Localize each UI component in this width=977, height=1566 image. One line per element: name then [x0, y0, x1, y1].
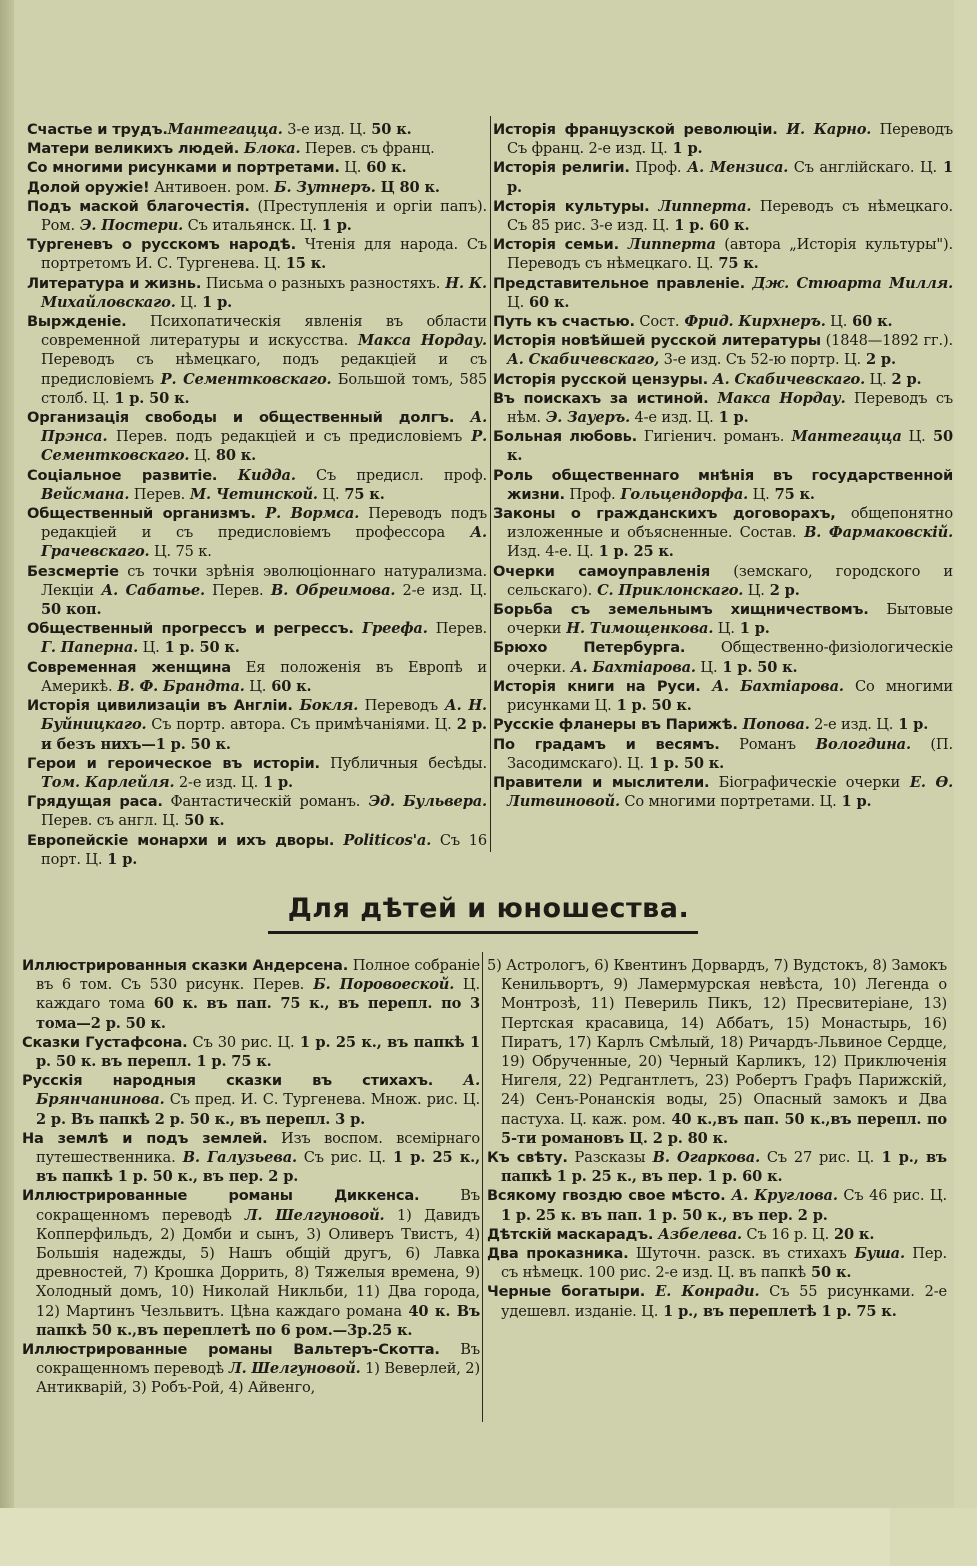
book-details: Съ предисл. проф.: [295, 466, 488, 484]
book-details: Ц.: [507, 293, 525, 311]
book-details: Общественно-физіологическіе очерки.: [507, 639, 953, 676]
book-price: 1 р. 25 к., въ папкѣ 1 р. 50 к. въ перепл. 1 р. 75 к.: [36, 1033, 480, 1071]
book-author: Дж. Стюарта Милля.: [744, 274, 953, 292]
book-author: А. Бахтіарова.: [565, 658, 696, 676]
book-price: 1 р. 50 к.: [109, 389, 190, 407]
book-title: Иллюстрированныя сказки Андерсена.: [22, 957, 349, 974]
book-title: Матери великихъ людей.: [27, 140, 240, 158]
book-author: Н. Тимощенкова.: [561, 620, 714, 638]
catalog-entry: [27, 754, 487, 792]
book-author: А. Скабичевскаго.: [707, 370, 866, 388]
book-author: Мантегацца: [784, 428, 902, 446]
book-details: Перев. подъ редакціей и съ предисловіемъ: [107, 428, 463, 446]
catalog-entry: [27, 466, 487, 504]
catalog-entry: [487, 1148, 947, 1186]
book-title: Больная любовь.: [493, 428, 637, 446]
catalog-entry: [27, 312, 487, 408]
book-price: 2 р.: [764, 581, 800, 599]
catalog-entry: [22, 1033, 480, 1071]
book-details: 2-е изд. Ц.: [174, 773, 259, 791]
book-details: Съ портр. автора. Съ примѣчаніями. Ц.: [146, 716, 452, 734]
book-details: Переводъ съ нѣмецкаго, подъ редакціей и съ предисловіемъ: [41, 351, 487, 388]
book-details: Антивоен. ром.: [149, 178, 270, 196]
catalog-entry: [27, 696, 487, 754]
book-title: Общественный организмъ.: [27, 505, 256, 523]
catalog-column-bottom-right: [487, 956, 947, 1321]
catalog-entry: [27, 197, 487, 235]
catalog-entry: [493, 120, 953, 158]
book-author: В. Обреимова.: [263, 581, 396, 599]
book-title: Организація свободы и общественный долгъ.: [27, 409, 455, 427]
book-author: И. Карно.: [777, 121, 872, 138]
book-author: А. Мензиса.: [681, 159, 789, 177]
book-details: Съ 16 р. Ц.: [741, 1225, 830, 1243]
book-details: Съ 27 рис. Ц.: [760, 1149, 875, 1167]
book-price: 1 р.: [507, 159, 953, 196]
book-price: 1 р. 50 к.: [717, 658, 798, 676]
book-details: Ц.: [175, 293, 198, 311]
book-title: Исторія русской цензуры.: [493, 370, 708, 388]
book-price: 50 к.: [507, 428, 953, 465]
book-title: Исторія новѣйшей русской литературы: [493, 332, 821, 350]
book-author: Гольцендорфа.: [615, 485, 749, 503]
book-details: Перев.: [205, 581, 264, 599]
catalog-entry: [27, 139, 487, 158]
book-price: 1 р. 60 к.: [669, 217, 750, 235]
book-details: Переводъ съ нѣм.: [507, 389, 953, 427]
heading-underline: [268, 931, 698, 934]
book-details: Переводъ подъ редакціей и съ предисловіемъ профессора: [41, 505, 487, 542]
book-details: (П. Засодимскаго). Ц.: [507, 735, 953, 772]
book-price: 50 к.: [806, 1264, 852, 1282]
book-title: Иллюстрированные романы Вальтеръ-Скотта.: [22, 1341, 440, 1359]
book-price: 50 к.: [179, 812, 225, 830]
book-details: Полное собраніе въ 6 том. Съ 530 рисунк. Перев.: [36, 957, 480, 994]
book-details: Ц.: [189, 447, 211, 465]
book-details: Большой томъ, 585 столб. Ц.: [41, 370, 488, 407]
book-author: Е. Ө. Литвиновой.: [507, 773, 954, 811]
column-divider-top: [490, 116, 491, 852]
book-title: Долой оружіе!: [27, 178, 150, 196]
catalog-entry: [27, 619, 487, 657]
book-price: 20 к.: [829, 1225, 875, 1243]
scan-margin-bottom: [0, 1508, 977, 1566]
book-author: Б. Поровоеской.: [304, 976, 455, 994]
book-author: Греефа.: [353, 620, 428, 638]
book-details: Съ итальянск. Ц.: [183, 217, 317, 235]
book-price: 60 к.: [524, 293, 570, 311]
book-title: Исторія религіи.: [493, 159, 630, 177]
book-title: Современная женщина: [27, 658, 231, 676]
book-details: Сост.: [634, 313, 680, 331]
catalog-entry: [493, 466, 953, 504]
book-details: Публичныя бесѣды.: [319, 754, 487, 772]
book-title: Иллюстрированные романы Диккенса.: [22, 1187, 420, 1205]
book-title: Соціальное развитіе.: [27, 466, 218, 484]
book-details: Ц.: [748, 485, 770, 503]
book-details: Съ 46 рис. Ц.: [837, 1187, 947, 1205]
catalog-entry: [487, 1244, 947, 1282]
book-author: Е. Конради.: [645, 1283, 760, 1301]
book-details: Въ сокращенномъ переводѣ: [36, 1187, 480, 1224]
catalog-entry: [493, 274, 953, 312]
book-price: 1 р.: [734, 620, 770, 638]
book-author: Фрид. Кирхнеръ.: [679, 313, 826, 331]
book-title: По градамъ и весямъ.: [493, 735, 720, 753]
book-details: 3-е изд. Ц.: [282, 121, 367, 138]
catalog-entry: [27, 235, 487, 273]
book-author: А. Прэнса.: [41, 409, 487, 446]
book-details: Съ рис. Ц.: [296, 1149, 386, 1167]
book-details: Проф.: [629, 159, 682, 177]
book-details: Перев.: [129, 485, 186, 503]
book-price: 1 р. 50 к.: [644, 754, 725, 772]
book-price: 60 к.: [361, 159, 407, 177]
book-title: Всякому гвоздю свое мѣсто.: [487, 1187, 726, 1205]
book-price: 1 р. 50 к.: [159, 639, 240, 657]
book-price: 60 к.: [847, 313, 893, 331]
catalog-entry: [27, 120, 487, 139]
catalog-entry: [27, 158, 487, 177]
catalog-entry: [493, 600, 953, 638]
book-author: Буша.: [846, 1245, 905, 1263]
book-details: Психопатическія явленія въ области современной литературы и искусства.: [41, 313, 487, 350]
catalog-entry: [27, 831, 487, 869]
book-author: А. Круглова.: [725, 1187, 838, 1205]
book-details: Съ 16 порт. Ц.: [41, 831, 487, 868]
book-details: Ц.: [138, 639, 160, 657]
book-author: Э. Зауеръ.: [540, 409, 631, 427]
book-price: 1 р. 25 к., въ папкѣ 1 р. 50 к., въ пер. 2 р.: [36, 1149, 480, 1186]
book-price: 60 к.: [266, 677, 312, 695]
book-title: Европейскіе монархи и ихъ дворы.: [27, 831, 335, 849]
book-price: 2 р.: [861, 351, 896, 369]
book-details: Переводъ съ нѣмецкаго. Съ 85 рис. 3-е изд. Ц.: [507, 197, 953, 235]
page-binding-edge: [0, 0, 14, 1508]
book-price: 50 коп.: [41, 601, 102, 619]
book-title: Герои и героическое въ исторіи.: [27, 754, 320, 772]
catalog-entry: [493, 735, 953, 773]
book-title: Со многими рисунками и портретами.: [27, 159, 340, 177]
book-title: Къ свѣту.: [487, 1149, 568, 1167]
book-price: 1 р. 50 к.: [611, 697, 692, 715]
book-author: В. Огаркова.: [645, 1149, 761, 1167]
catalog-entry: [493, 638, 953, 676]
book-title: Безсмертіе: [27, 562, 119, 580]
book-details: Перев. съ англ. Ц.: [41, 812, 180, 830]
book-price: 60 к. въ пап. 75 к., въ перепл. по 3 тома—2 р. 50 к.: [36, 995, 480, 1032]
catalog-entry: [493, 312, 953, 331]
catalog-entry: [27, 178, 487, 197]
catalog-entry: [27, 792, 487, 830]
book-details: Шуточн. разск. въ стихахъ: [628, 1245, 847, 1263]
book-title: Законы о гражданскихъ договорахъ,: [493, 505, 836, 523]
catalog-column-top-right: [493, 120, 953, 811]
book-details: Ц.: [339, 159, 362, 177]
book-price: 1 р.: [667, 140, 703, 158]
book-price: 15 к.: [280, 255, 327, 273]
catalog-entry: [487, 1186, 947, 1224]
book-details: Съ 55 рисунками. 2-е удешевл. изданіе. Ц.: [501, 1283, 947, 1320]
book-details: 4-е изд. Ц.: [630, 409, 714, 427]
book-title: Литература и жизнь.: [27, 274, 202, 292]
book-price: 50 к.: [366, 121, 412, 138]
book-title: Грядущая раса.: [27, 793, 163, 811]
book-author: Politicos'a.: [334, 831, 432, 849]
book-author: М. Четинской.: [185, 485, 318, 503]
book-title: Сказки Густафсона.: [22, 1033, 188, 1051]
book-details: (1848—1892 гг.).: [820, 332, 953, 350]
book-details: Проф.: [564, 485, 616, 503]
book-price: 1 р.: [258, 773, 293, 791]
book-price: 75 к.: [339, 485, 385, 503]
book-author: Л. Шелгуновой.: [223, 1360, 361, 1378]
book-author: Вейсмана.: [41, 485, 130, 503]
catalog-entry: [22, 1340, 480, 1398]
book-details: 2-е изд. Ц.: [809, 716, 894, 734]
book-title: Путь къ счастью.: [493, 313, 635, 331]
book-details: Ц.: [317, 485, 340, 503]
book-title: Исторія семьи.: [493, 236, 619, 254]
book-price: 40 к. Въ папкѣ 50 к.,въ переплетѣ по 6 ром.—3р.25 к.: [36, 1302, 480, 1339]
book-author: А. Скабичевскаго,: [507, 351, 660, 369]
catalog-entry: [493, 715, 953, 734]
book-details: Съ 30 рис. Ц.: [187, 1033, 295, 1051]
book-price: 80 к.: [210, 447, 257, 465]
book-details: (земскаго, городского и сельскаго).: [507, 562, 954, 599]
book-author: Кидда.: [217, 466, 296, 484]
book-title: Дѣтскій маскарадъ.: [487, 1225, 654, 1243]
book-price: 1 р., въ переплетѣ 1 р. 75 к.: [658, 1302, 897, 1320]
book-author: Б. Зутнеръ.: [269, 178, 376, 196]
book-price: 1 р. 25 к.: [593, 543, 674, 561]
book-title: Русскія народныя сказки въ стихахъ.: [22, 1072, 434, 1090]
book-author: Макса Нордау.: [348, 332, 487, 350]
book-author: Л. Шелгуновой.: [231, 1206, 385, 1224]
book-title: Исторія культуры.: [493, 197, 650, 215]
book-author: А. Грачевскаго.: [41, 524, 487, 561]
catalog-entry: [493, 504, 953, 562]
book-author: А. Сабатье.: [93, 581, 205, 599]
book-details: Разсказы: [567, 1149, 646, 1167]
book-details: Ц. 75 к.: [149, 543, 212, 561]
book-author: Н. К. Михайловскаго.: [41, 274, 487, 311]
book-title: Счастье и трудъ.: [27, 121, 168, 138]
book-title: Исторія французской революціи.: [493, 121, 778, 138]
section-heading: Для дѣтей и юношества.: [287, 893, 690, 924]
book-details: Біографическіе очерки: [709, 773, 901, 791]
book-details: Письма о разныхъ разностяхъ.: [201, 274, 441, 292]
book-author: Р. Сементковскаго.: [153, 370, 332, 388]
book-author: А. Бахтіарова.: [700, 677, 844, 695]
book-author: Макса Нордау.: [708, 389, 846, 407]
book-details: 1) Веверлей, 2) Антикварій, 3) Робъ-Рой, 4) Айвенго,: [36, 1360, 480, 1397]
book-title: Роль общественнаго мнѣнія въ государственной жизни.: [493, 466, 953, 503]
catalog-entry: [22, 1129, 480, 1187]
book-title: На землѣ и подъ землей.: [22, 1129, 268, 1147]
book-details: Переводъ Съ франц. 2-е изд. Ц.: [507, 121, 953, 158]
book-details: (автора „Исторія культуры"). Переводъ съ нѣмецкаго. Ц.: [507, 236, 953, 273]
book-author: Блока.: [239, 140, 301, 158]
book-price: 1 р.: [893, 716, 929, 734]
catalog-entry: [493, 370, 953, 389]
column-divider-bottom: [482, 952, 483, 1422]
book-details: Ея положенія въ Европѣ и Америкѣ.: [41, 658, 487, 695]
book-details: Въ сокращенномъ переводѣ: [36, 1341, 481, 1378]
book-price: 75 к.: [713, 255, 759, 273]
catalog-entry: [493, 562, 953, 600]
book-price: 1 р. 25 к. въ пап. 1 р. 50 к., въ пер. 2 р.: [501, 1206, 828, 1224]
book-price: 2 р. Въ папкѣ 2 р. 50 к., въ перепл. 3 р.: [36, 1110, 366, 1128]
book-details: съ точки зрѣнія эволюціоннаго натурализма. Лекціи: [41, 562, 487, 599]
catalog-entry: [27, 504, 487, 562]
book-price: 75 к.: [769, 485, 815, 503]
book-title: Борьба съ земельнымъ хищничествомъ.: [493, 601, 869, 619]
book-price: 1 р.: [197, 293, 233, 311]
book-title: Исторія цивилизаціи въ Англіи.: [27, 697, 293, 715]
catalog-entry: [27, 408, 487, 466]
book-details: 5) Астрологъ, 6) Квентинъ Дорвардъ, 7) Вудстокъ, 8) Замокъ Кенильвортъ, 9) Ламермурская невѣста, 10) Легенда о Монтрозѣ, 11) Певериль Пикъ, 12) Пресвитеріане, 13) Пертская красавица, 14) Аббатъ, 15) Монастырь, 16) Пиратъ, 17) Карлъ Смѣлый, 18) Ричардъ-Львиное Сердце, 19) Обрученные, 20) Черный Карликъ, 12) Приключенія Нигеля, 22) Редгантлетъ, 23) Робертъ Графъ Парижскій, 24) Сенъ-Ронанскія воды, 25) Опасный замокъ и Два пастуха. Ц. каж. ром.: [487, 957, 947, 1128]
book-details: Съ англійскаго. Ц.: [788, 159, 938, 177]
book-author: Э. Постери.: [75, 217, 184, 235]
catalog-entry: [487, 956, 947, 1148]
book-author: С. Приклонскаго.: [592, 581, 744, 599]
book-title: Брюхо Петербурга.: [493, 639, 686, 657]
book-author: Липперта.: [649, 197, 752, 215]
book-title: Выржденіе.: [27, 313, 127, 331]
book-author: Г. Паперна.: [41, 639, 139, 657]
book-price: 1 р.: [836, 793, 872, 811]
catalog-entry: [493, 677, 953, 715]
book-details: Ц.: [865, 370, 887, 388]
book-details: 3-е изд. Съ 52-ю портр. Ц.: [659, 351, 862, 369]
catalog-entry: [22, 1186, 480, 1340]
catalog-entry: [493, 197, 953, 235]
book-details: Ц.: [825, 313, 848, 331]
book-details: Изд. 4-е. Ц.: [507, 543, 594, 561]
book-details: Перев.: [427, 620, 488, 638]
book-details: Ц.: [713, 620, 735, 638]
book-author: Эд. Бульвера.: [360, 793, 487, 811]
catalog-column-top-left: [27, 120, 487, 869]
catalog-column-bottom-left: [22, 956, 480, 1398]
book-price: 1 р.: [713, 409, 749, 427]
book-author: Р. Сементковскаго.: [41, 428, 488, 465]
book-title: Тургеневъ о русскомъ народѣ.: [27, 236, 296, 254]
book-author: А. Н. Буйницкаго.: [41, 697, 487, 734]
catalog-entry: [493, 331, 953, 369]
book-title: Очерки самоуправленія: [493, 562, 711, 580]
book-details: Со многими рисунками Ц.: [507, 677, 953, 715]
book-price: 40 к.,въ пап. 50 к.,въ перепл. по 5-ти романовъ Ц. 2 р. 80 к.: [501, 1110, 948, 1147]
book-author: А. Брянчанинова.: [36, 1072, 481, 1109]
book-author: Том. Карлейля.: [41, 773, 175, 791]
catalog-entry: [493, 235, 953, 273]
book-author: Липперта: [618, 236, 716, 254]
catalog-entry: [487, 1225, 947, 1244]
book-title: Представительное правленіе.: [493, 274, 745, 292]
book-details: (Преступленія и оргіи папъ). Ром.: [41, 197, 488, 235]
book-title: Русскіе фланеры въ Парижѣ.: [493, 716, 738, 734]
book-price: 2 р.: [886, 370, 922, 388]
book-price: 2 р. и безъ нихъ—1 р. 50 к.: [41, 716, 487, 753]
catalog-entry: [493, 158, 953, 196]
book-details: Чтенія для народа. Съ портретомъ И. С. Тургенева. Ц.: [41, 236, 487, 273]
catalog-entry: [493, 427, 953, 465]
book-author: В. Галузьева.: [175, 1149, 297, 1167]
book-details: общепонятно изложенные и объясненные. Состав.: [507, 505, 954, 542]
catalog-entry: [22, 956, 480, 1033]
book-details: Изъ воспом. всемірнаго путешественника.: [36, 1129, 480, 1167]
book-author: В. Фармаковскій.: [796, 524, 953, 542]
book-author: Вологдина.: [795, 735, 911, 753]
book-title: Подъ маской благочестія.: [27, 197, 250, 215]
catalog-entry: [27, 658, 487, 696]
book-details: Бытовые очерки: [507, 601, 953, 638]
book-details: 1) Давидъ Копперфильдъ, 2) Домби и сынъ, 3) Оливеръ Твистъ, 4) Большія надежды, 5) Нашъ общій другъ, 6) Лавка древностей, 7) Крошка Доррить, 8) Тяжелыя времена, 9) Холодный домъ, 10) Николай Никльби, 11) Два города, 12) Мартинъ Чезльвитъ. Цѣна каждаго романа: [36, 1206, 480, 1320]
book-price: 1 р., въ папкѣ 1 р. 25 к., въ пер. 1 р. 60 к.: [501, 1149, 947, 1186]
book-details: Съ пред. И. С. Тургенева. Множ. рис. Ц.: [164, 1091, 480, 1109]
book-details: Перев. съ франц.: [300, 140, 435, 158]
book-author: Бокля.: [292, 697, 359, 715]
book-details: Со многими портретами. Ц.: [619, 793, 837, 811]
book-details: Пер. съ нѣмецк. 100 рис. 2-е изд. Ц. въ папкѣ: [501, 1245, 947, 1282]
book-details: Ц. каждаго тома: [36, 976, 480, 1013]
book-author: Мантегацца.: [167, 121, 283, 138]
book-details: Ц.: [901, 428, 926, 446]
book-details: Гигіенич. романъ.: [636, 428, 785, 446]
catalog-entry: [493, 389, 953, 427]
catalog-entry: [27, 562, 487, 620]
book-price: 1 р.: [316, 217, 352, 235]
book-details: Ц.: [695, 658, 718, 676]
book-title: Общественный прогрессъ и регрессъ.: [27, 620, 354, 638]
book-price: 1 р.: [102, 850, 138, 868]
book-details: Фантастическій романъ.: [162, 793, 361, 811]
book-details: Романъ: [719, 735, 796, 753]
book-title: Въ поискахъ за истиной.: [493, 389, 709, 407]
book-title: Правители и мыслители.: [493, 773, 710, 791]
book-title: Исторія книги на Руси.: [493, 677, 701, 695]
book-author: В. Ф. Брандта.: [112, 677, 245, 695]
catalog-entry: [22, 1071, 480, 1129]
book-details: Переводъ: [358, 697, 438, 715]
book-title: Черные богатыри.: [487, 1283, 646, 1301]
catalog-entry: [27, 274, 487, 312]
book-author: Азбелева.: [653, 1225, 742, 1243]
book-title: Два проказника.: [487, 1245, 629, 1263]
book-author: Р. Вормса.: [255, 505, 360, 523]
catalog-entry: [487, 1282, 947, 1320]
book-details: 2-е изд. Ц.: [395, 581, 487, 599]
catalog-entry: [493, 773, 953, 811]
book-details: Ц.: [244, 677, 267, 695]
book-author: Попова.: [737, 716, 810, 734]
book-price: Ц 80 к.: [375, 178, 440, 196]
book-details: Ц.: [743, 581, 765, 599]
